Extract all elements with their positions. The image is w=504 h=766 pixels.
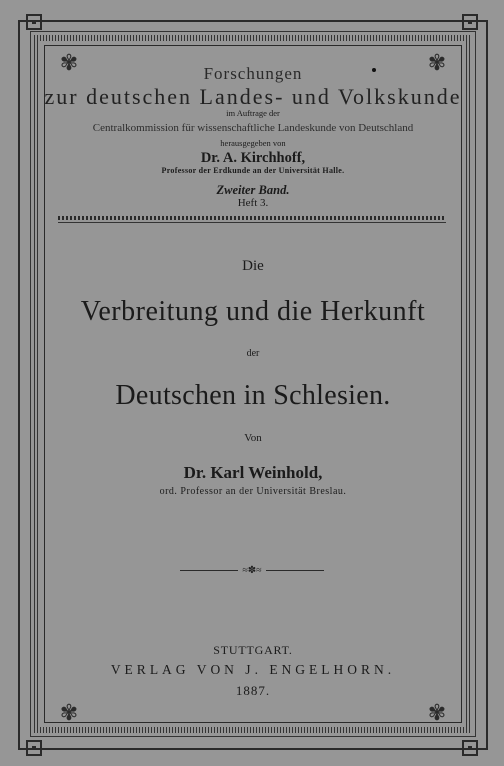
commission-name: Centralkommission für wissenschaftliche Landeskunde von Deutschland bbox=[92, 122, 414, 134]
imprint-year: 1887. bbox=[235, 683, 271, 698]
by-label: Von bbox=[244, 432, 262, 444]
dotted-divider bbox=[58, 216, 446, 220]
commission-prefix: im Auftrage der bbox=[226, 108, 280, 118]
corner-square-top-right bbox=[462, 14, 478, 30]
corner-square-bottom-right bbox=[462, 740, 478, 756]
divider-rule bbox=[58, 222, 446, 223]
floral-ornament-icon: ✾ bbox=[427, 700, 447, 725]
imprint-place: STUTTGART. bbox=[213, 643, 293, 657]
series-title: Forschungen bbox=[203, 64, 303, 83]
author-title: ord. Professor an der Universität Breslau. bbox=[159, 486, 347, 497]
flourish-divider-icon: ≈✽≈ bbox=[180, 567, 324, 575]
title-connector: der bbox=[246, 348, 260, 359]
title-article: Die bbox=[242, 258, 264, 274]
editor-prefix: herausgegeben von bbox=[220, 138, 286, 148]
corner-square-bottom-left bbox=[26, 740, 42, 756]
floral-ornament-icon: ✾ bbox=[59, 700, 79, 725]
imprint-publisher: VERLAG VON J. ENGELHORN. bbox=[110, 662, 396, 677]
corner-square-top-left bbox=[26, 14, 42, 30]
floral-ornament-icon: ✾ bbox=[59, 50, 79, 75]
volume-label: Zweiter Band. bbox=[216, 183, 290, 197]
author-name: Dr. Karl Weinhold, bbox=[183, 463, 323, 482]
main-title-line-2: Deutschen in Schlesien. bbox=[115, 380, 391, 411]
editor-name: Dr. A. Kirchhoff, bbox=[200, 150, 306, 166]
main-title-line-1: Verbreitung und die Herkunft bbox=[80, 296, 426, 327]
issue-label: Heft 3. bbox=[237, 197, 269, 209]
series-subject: zur deutschen Landes- und Volkskunde bbox=[44, 84, 462, 109]
editor-title: Professor der Erdkunde an der Universität Halle. bbox=[161, 166, 345, 175]
floral-ornament-icon: ✾ bbox=[427, 50, 447, 75]
